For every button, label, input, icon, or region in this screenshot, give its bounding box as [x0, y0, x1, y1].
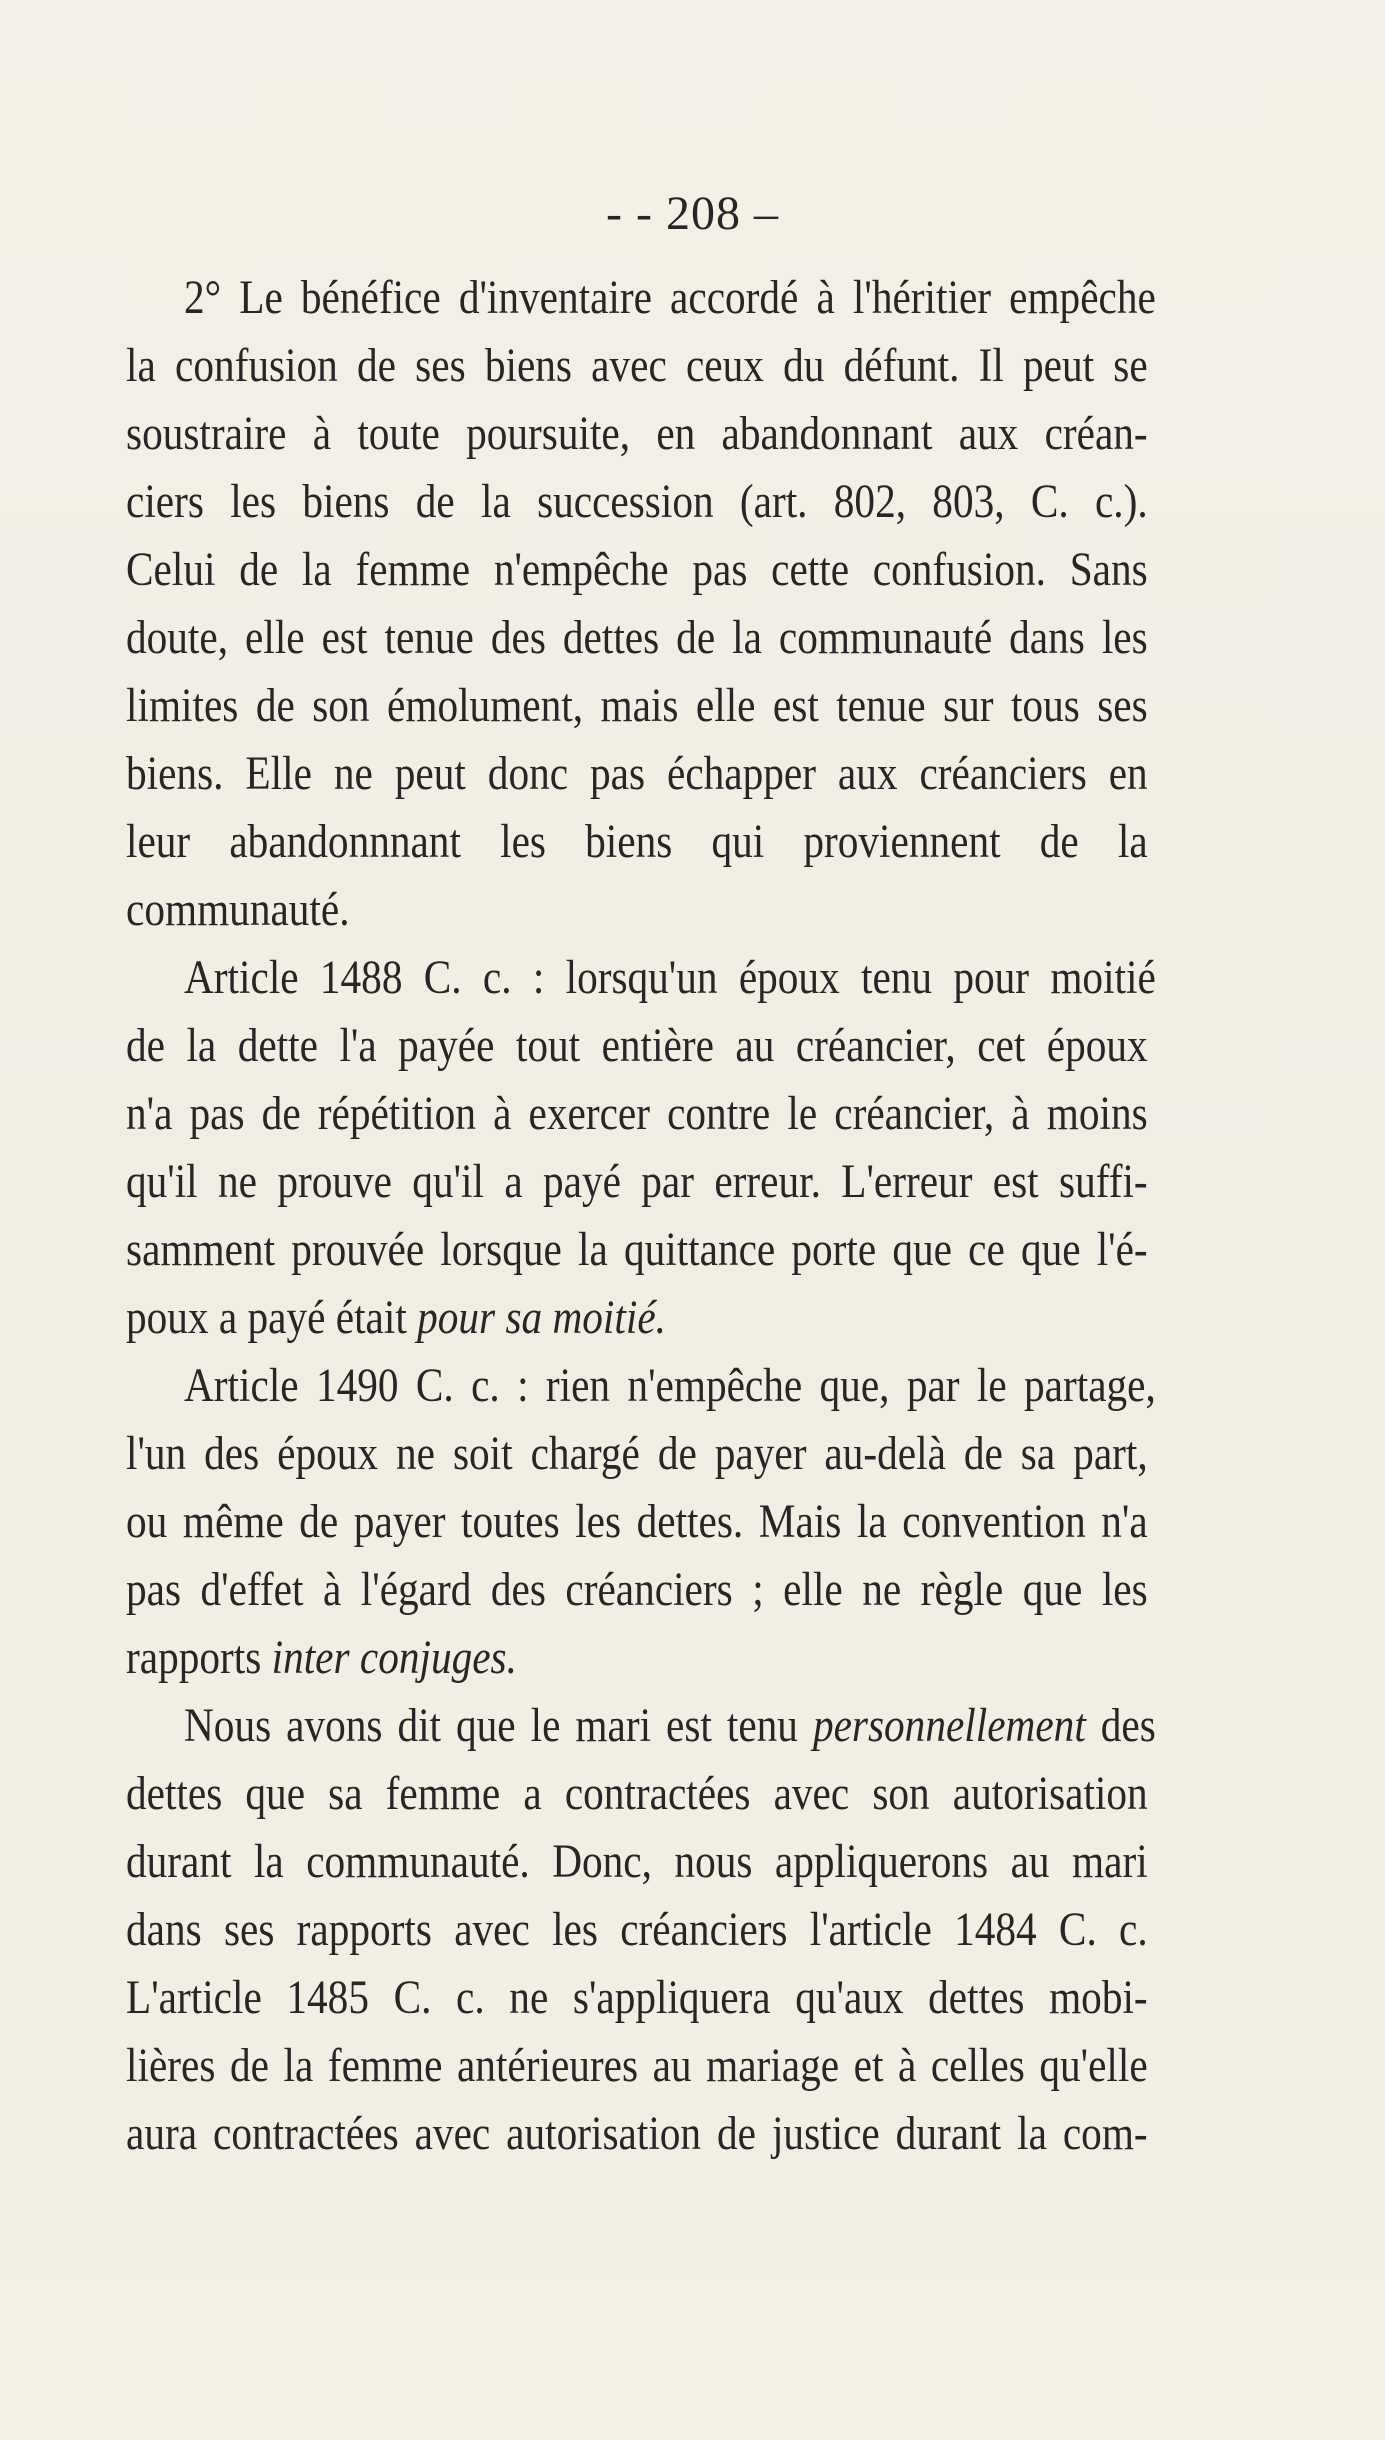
text-line: dettes que sa femme a contractées avec son autorisation — [126, 1767, 1148, 1820]
text-line: 2° Le bénéfice d'inventaire accordé à l'héritier empêche — [184, 271, 1156, 324]
text-line: samment prouvée lorsque la quittance porte que ce que l'é- — [126, 1223, 1148, 1276]
text-line: ciers les biens de la succession (art. 802, 803, C. c.). — [126, 475, 1148, 528]
text-segment: Nous avons dit que le mari est tenu — [184, 1699, 798, 1752]
text-line: dans ses rapports avec les créanciers l'article 1484 C. c. — [126, 1903, 1148, 1956]
text-line — [126, 1286, 1148, 1350]
text-line: durant la communauté. Donc, nous appliquerons au mari — [126, 1835, 1148, 1888]
text-line: aura contractées avec autorisation de justice durant la com- — [126, 2107, 1148, 2160]
text-line: L'article 1485 C. c. ne s'appliquera qu'aux dettes mobi- — [126, 1971, 1148, 2024]
text-segment: des — [1100, 1699, 1156, 1752]
text-line — [184, 1694, 1156, 1758]
text-line: limites de son émolument, mais elle est tenue sur tous ses — [126, 679, 1148, 732]
text-segment: poux a payé était — [126, 1291, 407, 1344]
text-line: Article 1490 C. c. : rien n'empêche que, par le partage, — [184, 1359, 1156, 1412]
text-line: pas d'effet à l'égard des créanciers ; elle ne règle que les — [126, 1563, 1148, 1616]
italic-phrase: personnellement — [812, 1699, 1086, 1752]
text-line: de la dette l'a payée tout entière au créancier, cet époux — [126, 1019, 1148, 1072]
text-line: n'a pas de répétition à exercer contre le créancier, à moins — [126, 1087, 1148, 1140]
text-segment: rapports — [126, 1631, 262, 1684]
italic-phrase: inter conjuges. — [271, 1631, 517, 1684]
text-line: soustraire à toute poursuite, en abandonnant aux créan- — [126, 407, 1148, 460]
text-line: doute, elle est tenue des dettes de la communauté dans les — [126, 611, 1148, 664]
italic-phrase: pour sa moitié. — [417, 1291, 666, 1344]
text-line — [126, 1626, 1148, 1690]
page-number: - - 208 – — [606, 187, 779, 240]
text-line: l'un des époux ne soit chargé de payer au-delà de sa part, — [126, 1427, 1148, 1480]
text-line: leur abandonnnant les biens qui proviennent de la — [126, 815, 1148, 868]
text-line: Celui de la femme n'empêche pas cette confusion. Sans — [126, 543, 1148, 596]
text-line: biens. Elle ne peut donc pas échapper aux créanciers en — [126, 747, 1148, 800]
text-line: lières de la femme antérieures au mariage et à celles qu'elle — [126, 2039, 1148, 2092]
text-line: qu'il ne prouve qu'il a payé par erreur. L'erreur est suffi- — [126, 1155, 1148, 1208]
text-line: Article 1488 C. c. : lorsqu'un époux tenu pour moitié — [184, 951, 1156, 1004]
text-line: communauté. — [126, 883, 350, 936]
text-line: la confusion de ses biens avec ceux du défunt. Il peut se — [126, 339, 1148, 392]
text-line: ou même de payer toutes les dettes. Mais la convention n'a — [126, 1495, 1148, 1548]
